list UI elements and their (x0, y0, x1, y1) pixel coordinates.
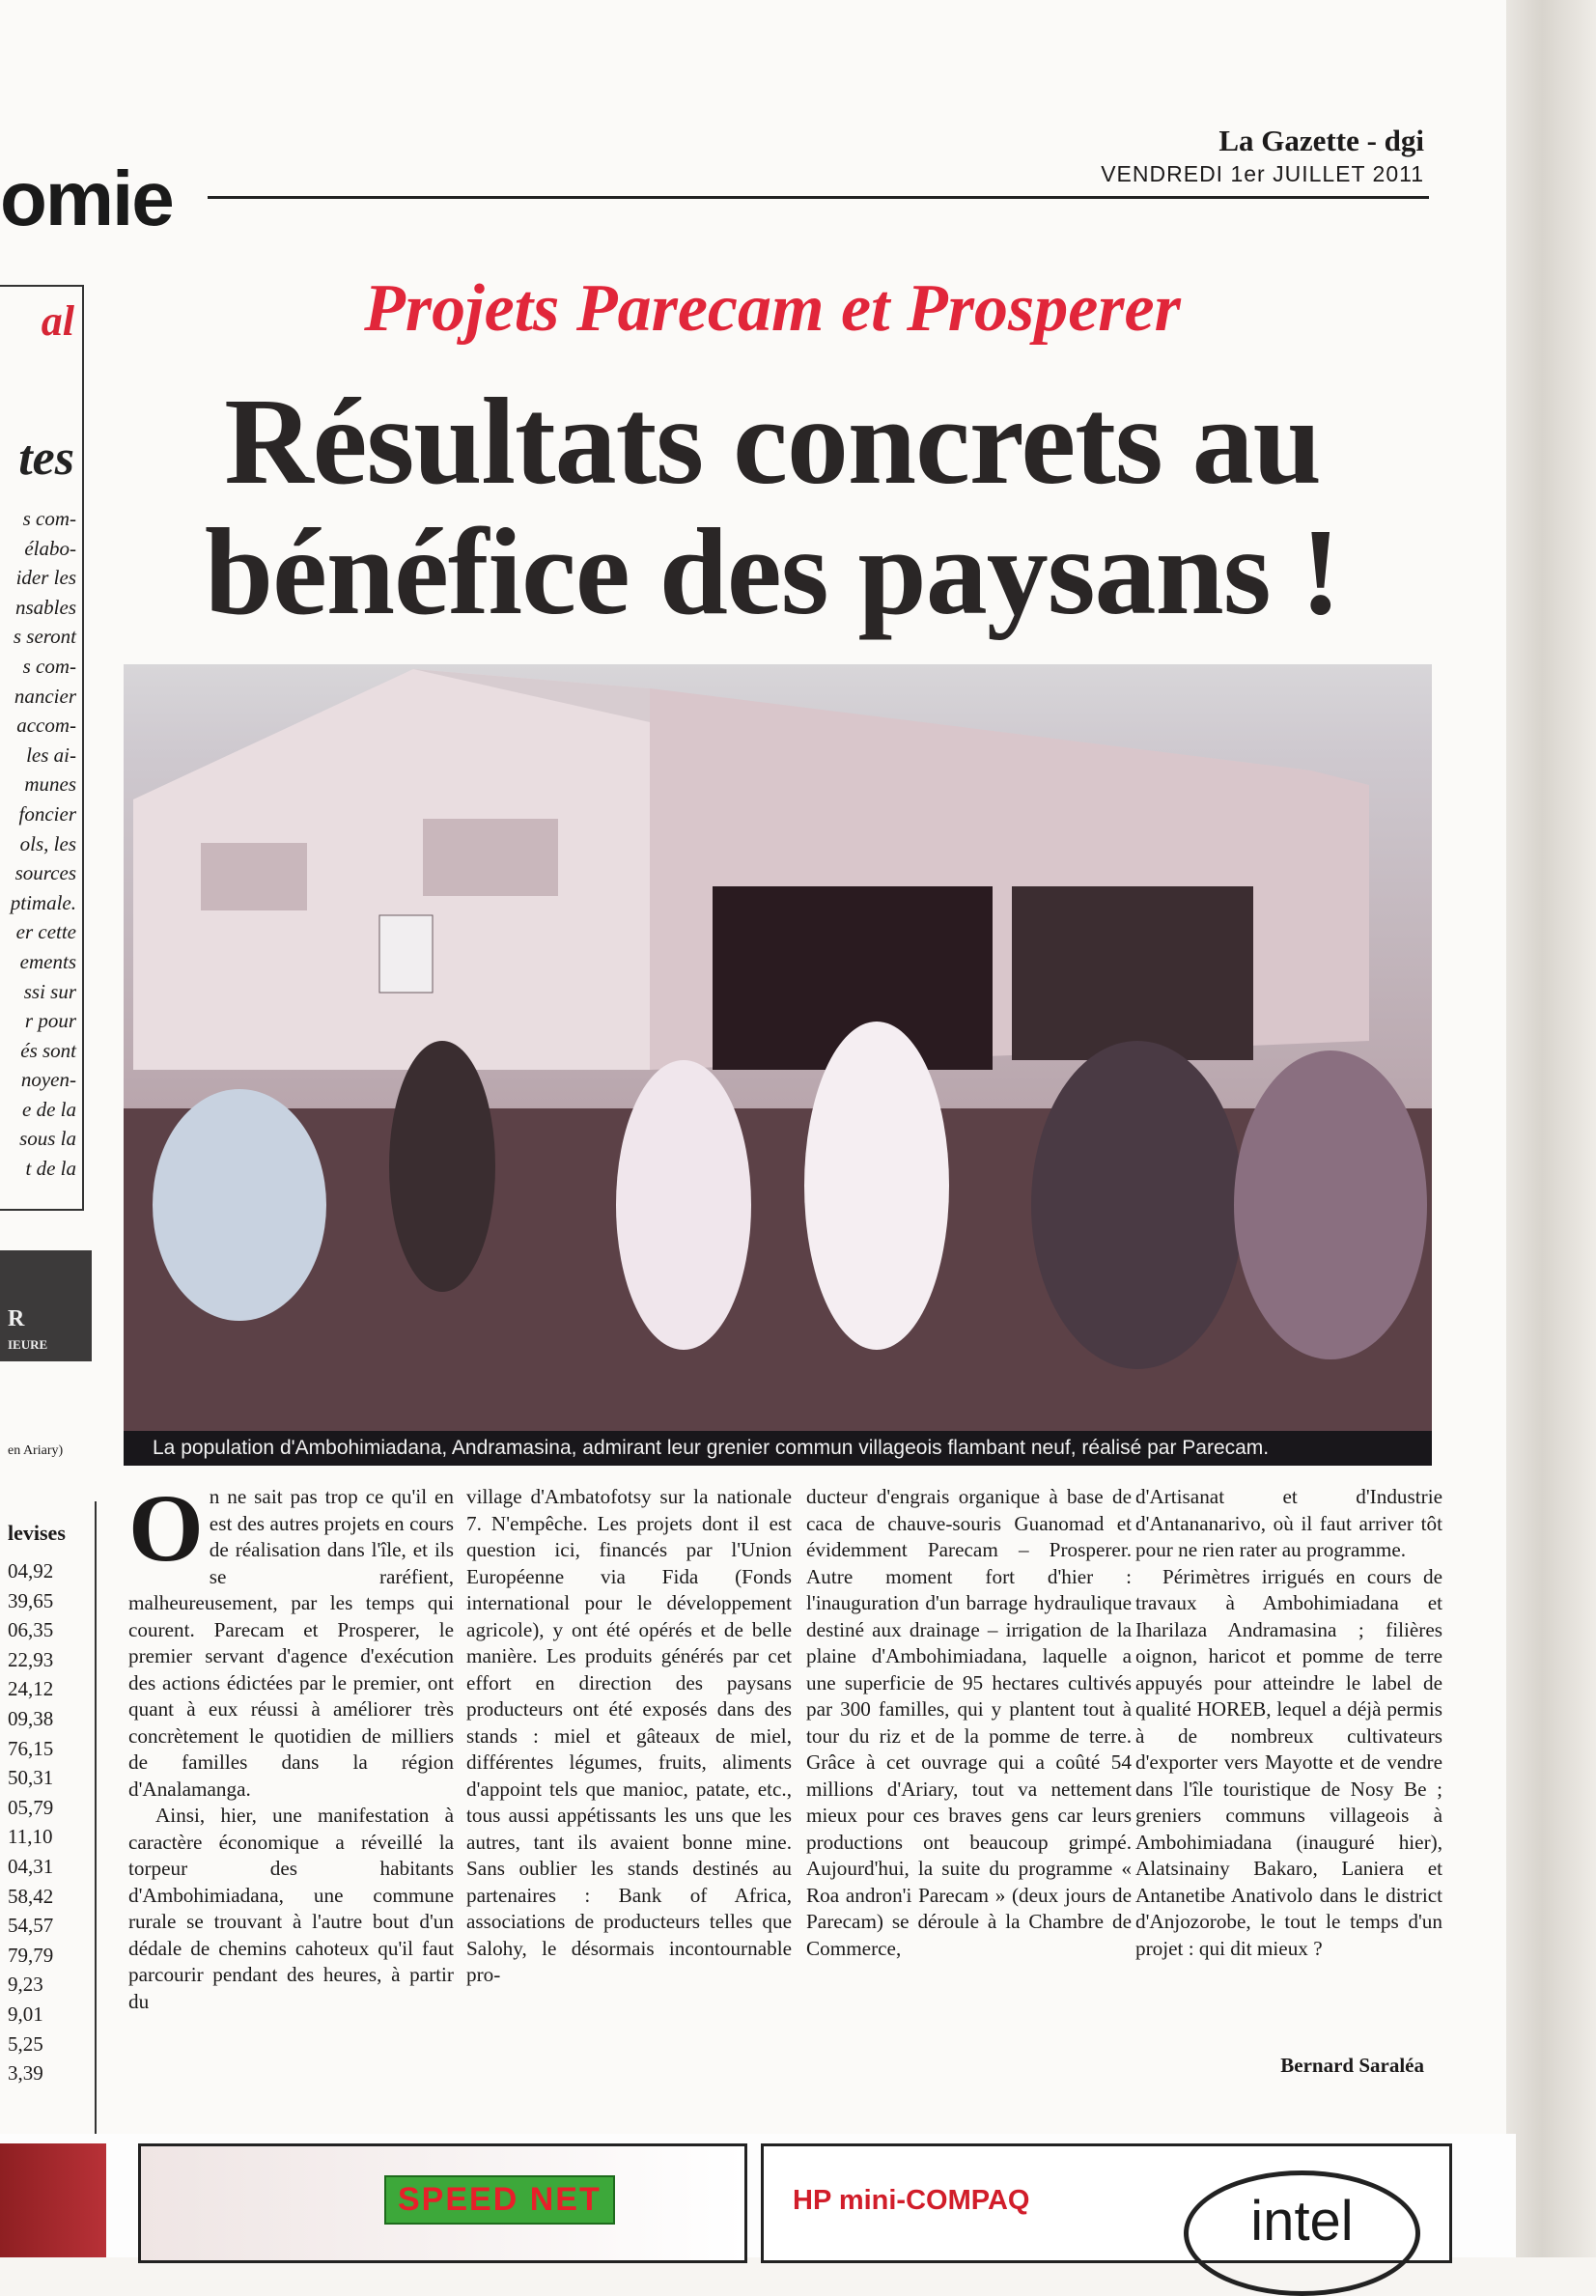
sidebar-line: sources (14, 861, 76, 885)
sidebar-line: e de la (22, 1097, 76, 1121)
col4-p2: Périmètres irrigués en cours de travaux à Ambohimiadana et Iharilaza Andramasina ; filières oignon, haricot et pomme de terre appuyés pour atteindre le label de qualité HOREB, lequel a déjà permis à de nombreux cultivateurs d'exporter vers Mayotte et de vendre dans l'île touristique de Nosy Be ; greniers communs villageois à Ambohimiadana (inauguré hier), Alatsinainy Bakaro, Laniera et Antanetibe Anativolo dans le district d'Anjozorobe, le tout le temps d'un projet : qui dit mieux ? (1135, 1564, 1442, 1960)
exchange-rate-value: 50,31 (8, 1766, 54, 1790)
exchange-rate-value: 11,10 (8, 1825, 53, 1849)
sidebar-line: accom- (16, 714, 76, 738)
sidebar-line: t de la (25, 1157, 76, 1181)
publication-name: La Gazette - dgi (1218, 124, 1424, 157)
sidebar-line: s com- (22, 654, 76, 678)
col3-p1: ducteur d'engrais organique à base de caca de chauve-souris Guanomad et évidemment Parecam – Prosperer. Autre moment fort d'hier : l'inauguration d'un barrage hydraulique destiné aux drainage – irrigation de la plaine d'Ambohimiadana, laquelle a une superficie de 95 hectares cultivés par 300 familles, qui y plantent tout à tour du riz et de la pomme de terre. Grâce à cet ouvrage qui a coûté 54 millions d'Ariary, tout va nettement mieux pour ces braves gens car leurs productions ont beaucoup grimpé. Aujourd'hui, la suite du programme « Roa andron'i Parecam » (deux jours de Parecam) se déroule à la Chambre de Commerce, (806, 1485, 1132, 1960)
markets-title: R (8, 1306, 25, 1331)
exchange-rate-value: 9,01 (8, 2002, 43, 2026)
sidebar-line: nsables (15, 595, 76, 619)
vent-block-center (423, 819, 558, 896)
exchange-rates-list (8, 1556, 90, 2088)
devises-label: levises (8, 1521, 66, 1545)
vent-block-left (201, 843, 307, 910)
exchange-rate-value: 54,57 (8, 1914, 54, 1938)
sidebar-line: er cette (15, 920, 76, 944)
person-white-coat (804, 1022, 949, 1350)
photo-scene-illustration (124, 664, 1432, 1466)
article-column-4 (1135, 1484, 1442, 1962)
article-headline (0, 373, 1545, 640)
sidebar-line: ptimale. (10, 890, 76, 914)
col2-p1: village d'Ambatofotsy sur la nationale 7. N'empêche. Les projets dont il est question ici, financés par l'Union Européenne via Fida (Fonds international pour le développement agricole), y ont été opérés et de belle manière. Les produits générés par cet effort en direction des paysans producteurs ont été exposés dans des stands : miel et gâteaux de miel, différentes légumes, fruits, aliments d'appoint tels que manioc, patate, etc., tous aussi appétissants les uns que les autres, tant ils avaient bonne mine. Sans oublier les stands destinés au partenaires : Bank of Africa, associations de producteurs telles que Salohy, le désormais incontournable pro- (466, 1485, 792, 1986)
article-byline: Bernard Saraléa (1280, 2054, 1424, 2077)
exchange-rate-value: 06,35 (8, 1618, 54, 1642)
sidebar-line: r pour (24, 1009, 76, 1033)
intel-logo: intel (1184, 2170, 1420, 2296)
exchange-rate-value: 5,25 (8, 2031, 43, 2056)
sidebar-line: munes (24, 772, 76, 797)
section-title: omie (0, 155, 173, 241)
article-kicker: Projets Parecam et Prosperer (364, 271, 1181, 346)
exchange-rate-value: 04,31 (8, 1854, 54, 1878)
exchange-rate-value: 9,23 (8, 1973, 43, 1997)
header-rule (208, 196, 1429, 199)
exchange-rate-value: 24,12 (8, 1677, 54, 1701)
article-column-2 (466, 1484, 792, 1989)
sidebar-line: sous la (19, 1127, 76, 1151)
col1-p1: n ne sait pas trop ce qu'il en est des autres projets en cours de réalisation dans l'île, et ils se raréfient, malheureusement, par les temps qui courent. Parecam et Prosperer, le premier servant d'agence d'exécution des actions édictées par le premier, ont quant à eux réussi à améliorer très concrètement le quotidien de milliers de familles dans la région d'Analamanga. (128, 1485, 454, 1801)
ad-left-fragment (0, 2143, 106, 2257)
exchange-rate-value: 09,38 (8, 1706, 54, 1730)
article-column-3 (806, 1484, 1132, 1962)
building-door-right (1012, 886, 1253, 1060)
sidebar-line: ssi sur (23, 979, 76, 1003)
person-left (153, 1089, 326, 1321)
exchange-rate-value: 04,92 (8, 1559, 54, 1582)
hp-intel-ad[interactable] (761, 2143, 1452, 2263)
exchange-rate-value: 58,42 (8, 1884, 54, 1908)
ariary-note: en Ariary) (8, 1443, 64, 1458)
exchange-rate-value: 05,79 (8, 1795, 54, 1819)
sidebar-line: les ai- (26, 742, 76, 767)
photo-caption: La population d'Ambohimiadana, Andramasina, admirant leur grenier commun villageois flambant neuf, réalisé par Parecam. (124, 1431, 1432, 1466)
publication-date: VENDREDI 1er JUILLET 2011 (1101, 161, 1424, 186)
wall-poster (379, 915, 433, 993)
exchange-rate-value: 3,39 (8, 2061, 43, 2086)
exchange-rate-value: 39,65 (8, 1588, 54, 1612)
headline-line-1: Résultats concrets au (224, 373, 1321, 510)
paragraph (128, 1474, 454, 1803)
sidebar-line: foncier (18, 801, 76, 826)
sidebar-line: és sont (20, 1038, 76, 1062)
exchange-rate-value: 76,15 (8, 1736, 54, 1760)
sidebar-line: noyen- (20, 1068, 76, 1092)
sidebar-line: nancier (14, 684, 76, 708)
speednet-ad[interactable] (138, 2143, 747, 2263)
col1-p2: Ainsi, hier, une manifestation à caractère économique a réveillé la torpeur des habitants d'Ambohimiadana, une commune rurale se trouvant à l'autre bout d'un dédale de chemins cahoteux qu'il faut parcourir pendant des heures, à partir du (128, 1804, 454, 2013)
person-dark-jacket (1031, 1041, 1244, 1369)
exchange-rate-value: 79,79 (8, 1943, 54, 1967)
sidebar-line: ols, les (19, 831, 76, 855)
hp-mini-compaq-label: HP mini-COMPAQ (793, 2185, 1030, 2216)
person-white-dress (616, 1060, 751, 1350)
markets-header (0, 1250, 92, 1361)
drop-cap: O (128, 1474, 204, 1582)
person-dark-coat (389, 1041, 495, 1292)
col4-p1: d'Artisanat et d'Industrie d'Antananarivo, où il faut arriver tôt pour ne rien rater au programme. (1135, 1485, 1442, 1561)
person-right (1234, 1050, 1427, 1359)
sidebar-line: élabo- (24, 536, 76, 560)
sidebar-title-mid: tes (18, 431, 74, 486)
sidebar-line: s seront (13, 625, 76, 649)
sidebar-title-top: al (41, 297, 74, 345)
speednet-logo: SPEED NET (384, 2175, 615, 2225)
markets-subtitle: IEURE (8, 1337, 48, 1352)
headline-line-2: bénéfice des paysans ! (204, 503, 1341, 640)
article-column-1 (128, 1474, 454, 2015)
sidebar-line: ider les (15, 566, 76, 590)
sidebar-line: s com- (22, 507, 76, 530)
sidebar-line: ements (19, 949, 76, 973)
exchange-rate-value: 22,93 (8, 1647, 54, 1671)
article-photo (124, 664, 1432, 1466)
